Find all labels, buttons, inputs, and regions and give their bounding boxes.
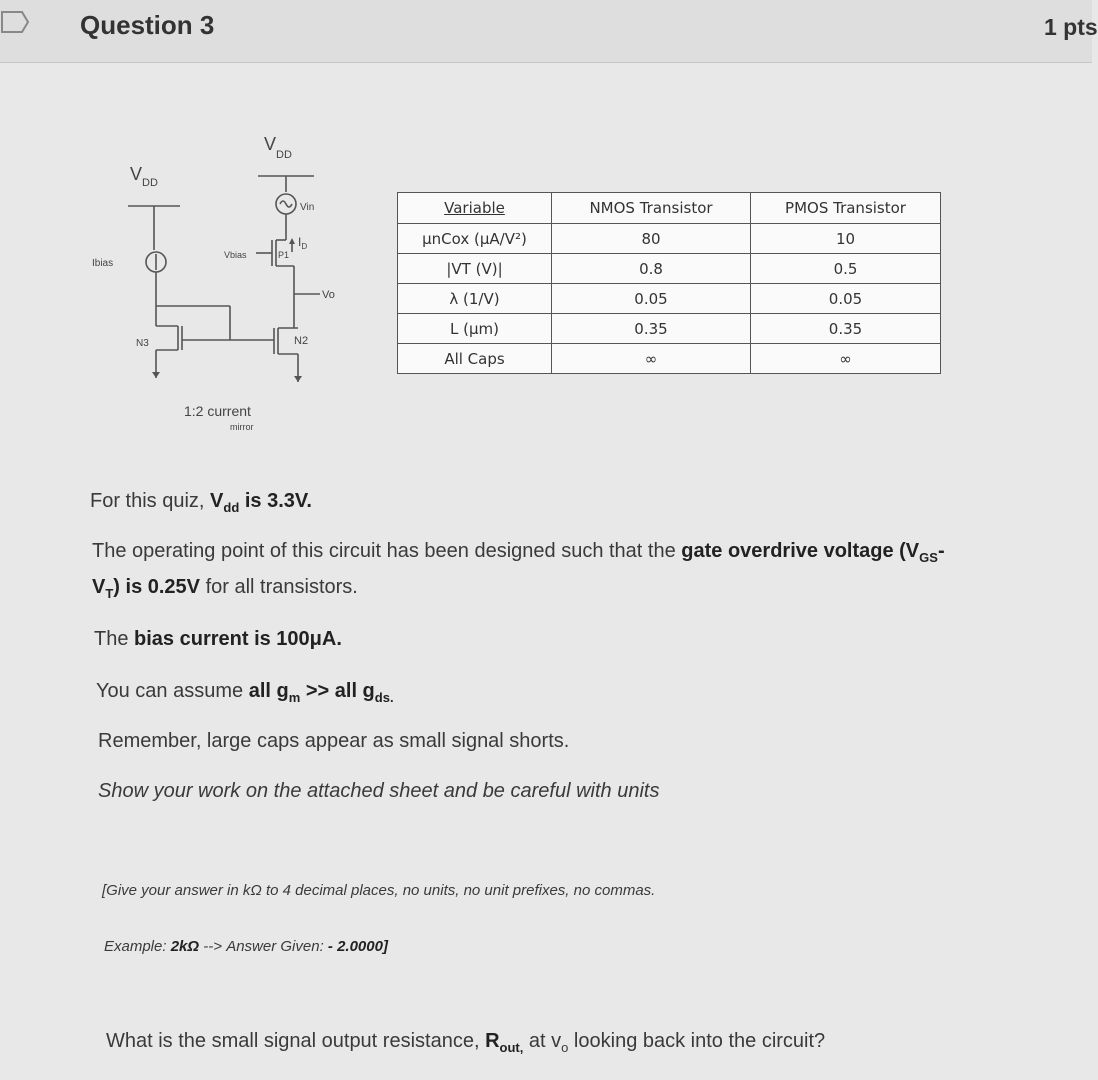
table-row bbox=[398, 224, 941, 254]
table-cell-variable: L (μm) bbox=[398, 314, 552, 344]
caps-statement: Remember, large caps appear as small signal shorts. bbox=[98, 730, 570, 752]
table-row bbox=[398, 284, 941, 314]
flag-icon[interactable] bbox=[0, 10, 30, 34]
n3-label: N3 bbox=[136, 338, 149, 349]
table-cell-variable: All Caps bbox=[398, 344, 552, 374]
bias-current-statement: The bias current is 100μA. bbox=[94, 628, 342, 650]
vo-label: Vo bbox=[322, 289, 335, 301]
vdd-left-label: $V_{DD}$ bbox=[130, 164, 158, 189]
table-cell-nmos: 0.8 bbox=[552, 254, 751, 284]
operating-point-statement: The operating point of this circuit has been designed such that the gate overdrive voltage ($V_{GS}-$ bbox=[92, 540, 945, 565]
table-cell-nmos: 80 bbox=[552, 224, 751, 254]
operating-point-statement-cont: $V_T$) is 0.25V for all transistors. bbox=[92, 576, 358, 601]
table-row bbox=[398, 314, 941, 344]
table-cell-pmos: 10 bbox=[751, 224, 941, 254]
mirror-note: 1:2 current bbox=[184, 403, 251, 419]
table-cell-variable: λ (1/V) bbox=[398, 284, 552, 314]
ibias-label: Ibias bbox=[92, 258, 114, 269]
table-row bbox=[398, 344, 941, 374]
table-cell-variable: μnCox (μA/V²) bbox=[398, 224, 552, 254]
answer-example-note: Example: 2kΩ --> Answer Given: - 2.0000] bbox=[104, 938, 388, 955]
table-header-row bbox=[398, 193, 941, 224]
table-row bbox=[398, 254, 941, 284]
vdd-right-label: $V_{DD}$ bbox=[264, 134, 292, 161]
table-header-nmos: NMOS Transistor bbox=[552, 193, 751, 224]
question-points: 1 pts bbox=[1044, 14, 1098, 40]
gm-assumption-statement: You can assume all $g_m$ >> all $g_{ds.}$ bbox=[96, 680, 394, 705]
table-header-variable: Variable bbox=[398, 193, 552, 224]
table-cell-variable: |VT (V)| bbox=[398, 254, 552, 284]
vin-label: Vin bbox=[300, 202, 315, 213]
show-work-statement: Show your work on the attached sheet and be careful with units bbox=[98, 780, 660, 802]
question-prompt: What is the small signal output resistance, $R_{out,}$ at $v_o$ looking back into the circuit? bbox=[106, 1030, 826, 1055]
table-header-pmos: PMOS Transistor bbox=[751, 193, 941, 224]
vdd-statement: For this quiz, $V_{dd}$ is 3.3V. bbox=[90, 490, 312, 515]
question-header bbox=[0, 0, 1098, 63]
table-cell-nmos: 0.05 bbox=[552, 284, 751, 314]
table-cell-nmos: 0.35 bbox=[552, 314, 751, 344]
table-cell-pmos: 0.35 bbox=[751, 314, 941, 344]
question-title: Question 3 bbox=[80, 10, 215, 40]
table-cell-pmos: 0.05 bbox=[751, 284, 941, 314]
p1-label: P1 bbox=[278, 250, 290, 260]
table-cell-nmos: ∞ bbox=[552, 344, 751, 374]
mirror-note-sub: mirror bbox=[230, 422, 254, 432]
transistor-parameter-table bbox=[397, 192, 941, 374]
n2-label: N2 bbox=[294, 335, 309, 347]
circuit-diagram bbox=[92, 128, 368, 438]
table-cell-pmos: ∞ bbox=[751, 344, 941, 374]
vbias-label: Vbias bbox=[224, 250, 247, 260]
answer-format-note: [Give your answer in kΩ to 4 decimal places, no units, no unit prefixes, no commas. bbox=[102, 882, 656, 899]
table-cell-pmos: 0.5 bbox=[751, 254, 941, 284]
id-label: $I_D$ bbox=[298, 235, 308, 251]
